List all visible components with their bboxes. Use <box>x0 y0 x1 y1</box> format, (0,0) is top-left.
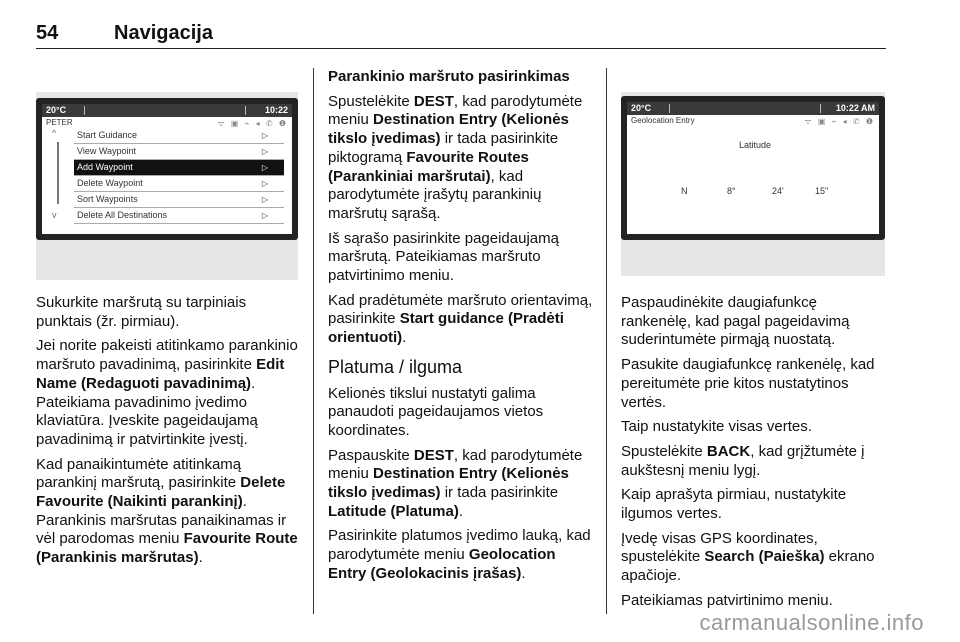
paragraph: Pasukite daugiafunkcę rankenėlę, kad pereitumėte prie kitos nustatytinos vertės. <box>621 356 875 411</box>
paragraph: Kelionės tikslui nustatyti galima panaudoti pageidaujamos vietos koordinates. <box>328 384 544 439</box>
clock: 10:22 <box>264 105 288 115</box>
status-icons: ᯤ ▣ ⌁ ◂ ✆ ❶ <box>217 119 288 128</box>
paragraph: Paspauskite DEST, kad parodytumėte meniu Destination Entry (Kelionės tikslo įvedimas) ir tada pasirinkite Latitude (Platuma). <box>328 446 583 520</box>
user-name: PETER <box>46 118 73 127</box>
menu-item-view-waypoint[interactable]: View Waypoint ▷ <box>74 144 284 160</box>
figure-waypoint-menu <box>36 92 298 280</box>
menu-item-delete-waypoint[interactable]: Delete Waypoint ▷ <box>74 176 284 192</box>
section-heading: Parankinio maršruto pasirinkimas <box>328 68 570 85</box>
temperature: 20°C <box>631 103 652 113</box>
latitude-heading: Latitude <box>739 140 772 150</box>
screen-subtitle: Geolocation Entry <box>631 116 695 125</box>
display-screen <box>36 98 298 240</box>
column-divider-1 <box>313 68 314 614</box>
arrow-right-icon: ▷ <box>261 195 268 204</box>
display-screen <box>621 96 885 240</box>
figure-geolocation-entry <box>621 92 885 276</box>
paragraph: Pasirinkite platumos įvedimo lauką, kad parodytumėte meniu Geolocation Entry (Geolokacinis įrašas). <box>328 527 591 582</box>
arrow-right-icon: ▷ <box>261 147 268 156</box>
page-number: 54 <box>36 22 59 44</box>
paragraph: Pateikiamas patvirtinimo meniu. <box>621 591 833 609</box>
status-bar <box>42 104 292 117</box>
paragraph: Spustelėkite DEST, kad parodytumėte meniu Destination Entry (Kelionės tikslo įvedimas) ir tada pasirinkite piktogramą Favourite Routes (Parankiniai maršrutai), kad parodytumėte įrašytų parankinių maršrutų sąrašą. <box>328 92 583 222</box>
chevron-up-icon[interactable]: ^ <box>52 128 57 138</box>
menu-item-delete-all-destinations[interactable]: Delete All Destinations ▷ <box>74 208 284 224</box>
temperature: 20°C <box>46 105 67 115</box>
paragraph: Kad panaikintumėte atitinkamą parankinį maršrutą, pasirinkite Delete Favourite (Naikinti parankinį). Parankinis maršrutas panaikinamas ir vėl parodomas meniu Favourite Route (Parankinis maršrutas). <box>36 455 298 567</box>
paragraph: Įvedę visas GPS koordinates, spustelėkite Search (Paieška) ekrano apačioje. <box>621 529 875 585</box>
latitude-minutes[interactable]: 24' <box>772 186 784 196</box>
watermark: carmanualsonline.info <box>699 610 924 635</box>
paragraph: Spustelėkite BACK, kad grįžtumėte į aukštesnį meniu lygį. <box>621 442 865 479</box>
paragraph: Sukurkite maršrutą su tarpiniais punktais (žr. pirmiau). <box>36 294 247 330</box>
paragraph: Iš sąrašo pasirinkite pageidaujamą maršrutą. Pateikiamas maršruto patvirtinimo meniu. <box>328 229 559 285</box>
page-header <box>36 22 886 49</box>
chevron-down-icon[interactable]: v <box>52 210 57 220</box>
paragraph: Kaip aprašyta pirmiau, nustatykite ilgumos vertes. <box>621 486 847 523</box>
section-heading: Platuma / ilguma <box>328 356 463 377</box>
latitude-degrees[interactable]: 8° <box>727 186 736 196</box>
page-title: Navigacija <box>114 22 213 44</box>
arrow-right-icon: ▷ <box>261 179 268 188</box>
arrow-right-icon: ▷ <box>261 163 268 172</box>
menu-item-add-waypoint[interactable]: Add Waypoint ▷ <box>74 160 284 176</box>
paragraph: Kad pradėtumėte maršruto orientavimą, pasirinkite Start guidance (Pradėti orientuoti). <box>328 291 593 347</box>
waypoint-menu <box>74 128 284 224</box>
latitude-seconds[interactable]: 15" <box>815 186 829 196</box>
arrow-right-icon: ▷ <box>261 211 268 220</box>
column-1 <box>36 294 302 574</box>
clock: 10:22 AM <box>835 103 875 113</box>
latitude-hemisphere[interactable]: N <box>681 186 688 196</box>
arrow-right-icon: ▷ <box>261 131 268 140</box>
menu-item-sort-waypoints[interactable]: Sort Waypoints ▷ <box>74 192 284 208</box>
paragraph: Taip nustatykite visas vertes. <box>621 418 812 436</box>
column-divider-2 <box>606 68 607 614</box>
status-icons: ᯤ ▣ ⌁ ◂ ✆ ❶ <box>804 117 875 126</box>
paragraph: Paspaudinėkite daugiafunkcę rankenėlę, kad pagal pageidavimą suderintumėte pirmąją nuostatą. <box>621 294 850 349</box>
column-2 <box>328 68 594 590</box>
status-bar <box>627 102 879 115</box>
column-3 <box>621 294 887 617</box>
paragraph: Jei norite pakeisti atitinkamo parankinio maršruto pavadinimą, pasirinkite Edit Name (Redaguoti pavadinimą). Pateikiama pavadinimo įvedimo klaviatūra. Įveskite pageidaujamą pavadinimą ir patvirtinkite įvestį. <box>36 337 298 448</box>
menu-item-start-guidance[interactable]: Start Guidance ▷ <box>74 128 284 144</box>
scrollbar[interactable] <box>52 128 64 220</box>
